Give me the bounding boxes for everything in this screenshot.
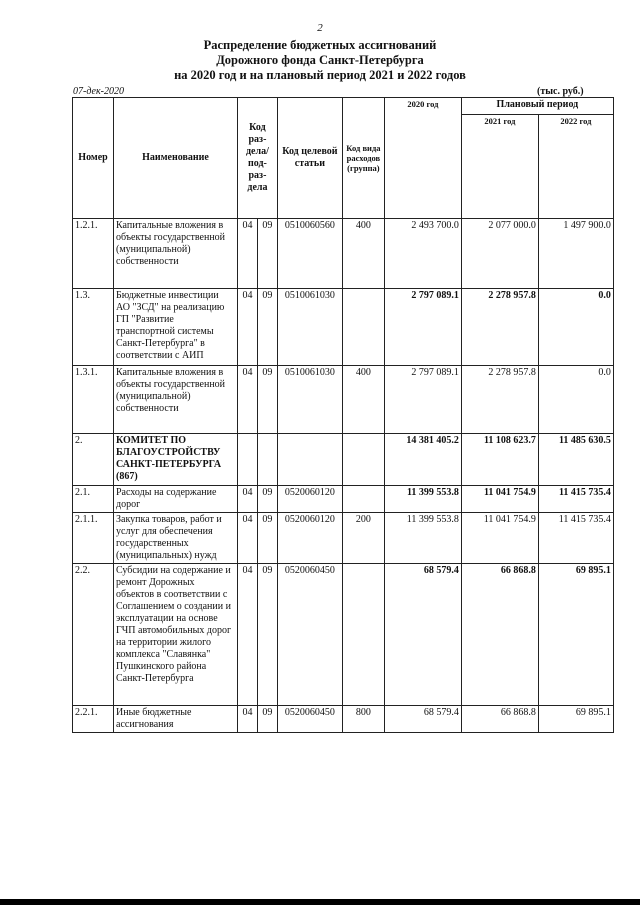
row-subsection: 09 [257,706,277,733]
row-value-2021: 66 868.8 [461,706,538,733]
units-label: (тыс. руб.) [537,86,584,97]
budget-table [72,97,614,733]
table-row [73,513,614,564]
header-2020: 2020 год [384,98,461,219]
row-number: 2.1.1. [73,513,114,564]
title-line-3: на 2020 год и на плановый период 2021 и 2022 годов [174,68,466,82]
header-target-code: Код целевой статьи [277,98,342,219]
row-target-code [277,434,342,486]
header-planned-period: Плановый период [461,98,613,115]
row-value-2020: 2 797 089.1 [384,366,461,434]
row-value-2022: 11 485 630.5 [538,434,613,486]
row-section [238,434,258,486]
table-row [73,564,614,706]
row-value-2020: 11 399 553.8 [384,486,461,513]
row-expense-code: 400 [342,219,384,289]
header-number: Номер [73,98,114,219]
row-value-2021: 2 278 957.8 [461,289,538,366]
row-expense-code [342,486,384,513]
row-subsection: 09 [257,513,277,564]
row-number: 2. [73,434,114,486]
row-name: Капитальные вложения в объекты государственной (муниципальной) собственности [114,219,238,289]
row-value-2020: 68 579.4 [384,706,461,733]
row-number: 2.1. [73,486,114,513]
row-number: 1.3. [73,289,114,366]
row-section: 04 [238,564,258,706]
table-row [73,219,614,289]
row-number: 2.2.1. [73,706,114,733]
row-name: Бюджетные инвестиции АО "ЗСД" на реализацию ГП "Развитие транспортной системы Санкт-Петербурга" в соответствии с АИП [114,289,238,366]
row-value-2021: 11 041 754.9 [461,513,538,564]
table-row [73,486,614,513]
row-subsection: 09 [257,564,277,706]
row-value-2020: 11 399 553.8 [384,513,461,564]
row-value-2022: 0.0 [538,289,613,366]
header-2021: 2021 год [461,115,538,219]
row-value-2022: 11 415 735.4 [538,513,613,564]
row-name: Капитальные вложения в объекты государственной (муниципальной) собственности [114,366,238,434]
page-number: 2 [317,22,323,34]
row-target-code: 0520060120 [277,486,342,513]
row-name: КОМИТЕТ ПО БЛАГОУСТРОЙСТВУ САНКТ-ПЕТЕРБУРГА (867) [114,434,238,486]
row-target-code: 0510060560 [277,219,342,289]
document-title [0,38,640,83]
row-target-code: 0520060120 [277,513,342,564]
title-line-2: Дорожного фонда Санкт-Петербурга [216,53,424,67]
row-section: 04 [238,486,258,513]
table-row [73,706,614,733]
document-date: 07-дек-2020 [73,86,124,97]
row-target-code: 0510061030 [277,366,342,434]
scan-edge [0,899,640,905]
header-name: Наименование [114,98,238,219]
row-name: Расходы на содержание дорог [114,486,238,513]
row-value-2022: 69 895.1 [538,564,613,706]
row-name: Закупка товаров, работ и услуг для обеспечения государственных (муниципальных) нужд [114,513,238,564]
row-value-2021: 11 108 623.7 [461,434,538,486]
row-target-code: 0520060450 [277,564,342,706]
row-expense-code [342,564,384,706]
row-expense-code [342,289,384,366]
row-value-2022: 11 415 735.4 [538,486,613,513]
row-value-2021: 2 077 000.0 [461,219,538,289]
row-value-2021: 2 278 957.8 [461,366,538,434]
row-target-code: 0510061030 [277,289,342,366]
row-value-2020: 14 381 405.2 [384,434,461,486]
row-expense-code: 400 [342,366,384,434]
title-line-1: Распределение бюджетных ассигнований [203,38,437,52]
table-row [73,366,614,434]
row-section: 04 [238,706,258,733]
row-value-2022: 69 895.1 [538,706,613,733]
row-number: 1.3.1. [73,366,114,434]
row-value-2021: 66 868.8 [461,564,538,706]
table-row [73,434,614,486]
row-expense-code [342,434,384,486]
header-section-code: Код раз- дела/ под- раз- дела [238,98,278,219]
table-row [73,289,614,366]
row-value-2020: 2 493 700.0 [384,219,461,289]
row-value-2022: 0.0 [538,366,613,434]
row-section: 04 [238,219,258,289]
row-value-2020: 68 579.4 [384,564,461,706]
header-expense-code: Код вида расходов (группа) [342,98,384,219]
row-subsection: 09 [257,366,277,434]
header-2022: 2022 год [538,115,613,219]
row-section: 04 [238,289,258,366]
row-target-code: 0520060450 [277,706,342,733]
row-subsection: 09 [257,486,277,513]
row-name: Субсидии на содержание и ремонт Дорожных объектов в соответствии с Соглашением о создании и эксплуатации на основе ГЧП автомобильных дорог на территории жилого комплекса "Славянка" Пушкинского района Санкт-Петербурга [114,564,238,706]
row-section: 04 [238,513,258,564]
row-subsection [257,434,277,486]
row-value-2020: 2 797 089.1 [384,289,461,366]
row-subsection: 09 [257,289,277,366]
row-name: Иные бюджетные ассигнования [114,706,238,733]
row-number: 2.2. [73,564,114,706]
row-value-2022: 1 497 900.0 [538,219,613,289]
row-section: 04 [238,366,258,434]
row-number: 1.2.1. [73,219,114,289]
row-subsection: 09 [257,219,277,289]
row-value-2021: 11 041 754.9 [461,486,538,513]
row-expense-code: 200 [342,513,384,564]
row-expense-code: 800 [342,706,384,733]
